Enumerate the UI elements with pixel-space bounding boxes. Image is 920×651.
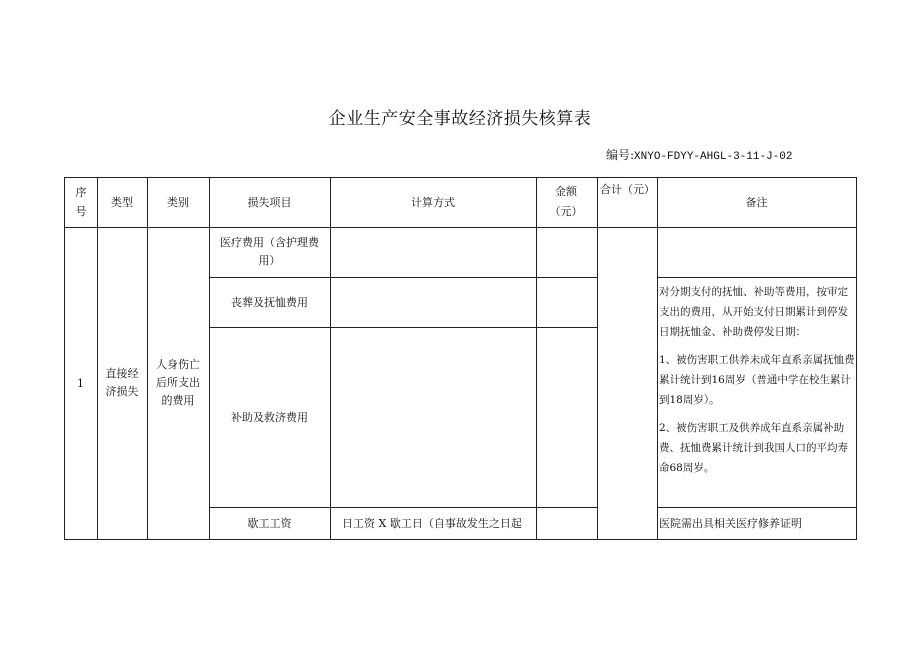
loss-item-funeral: 丧葬及抚恤费用 bbox=[231, 295, 308, 309]
loss-item-medical: 医疗费用（含护理费用） bbox=[220, 236, 319, 267]
table-border-bottom bbox=[64, 539, 857, 540]
column-divider bbox=[657, 177, 658, 540]
header-total: 合计（元） bbox=[600, 182, 655, 196]
remark-wage: 医院需出具相关医疗修养证明 bbox=[659, 516, 802, 530]
form-code-value: XNYO-FDYY-AHGL-3-11-J-02 bbox=[634, 151, 793, 163]
method-funeral bbox=[330, 277, 536, 327]
loss-item-wage: 歇工工资 bbox=[247, 516, 292, 530]
remark-paragraph: 1、被伤害职工供养未成年直系亲属抚恤费累计统计到16周岁（普通中学在校生累计到18周岁）。 bbox=[659, 354, 855, 406]
form-code-label: 编号: bbox=[606, 148, 635, 162]
header-amount: 金额（元） bbox=[549, 185, 583, 218]
column-divider bbox=[536, 177, 537, 540]
column-divider bbox=[97, 177, 98, 540]
row-type: 直接经济损失 bbox=[105, 367, 139, 398]
column-divider bbox=[597, 177, 598, 540]
row-category: 人身伤亡后所支出的费用 bbox=[156, 358, 200, 407]
remark-paragraph: 对分期支付的抚恤、补助等费用，按审定支出的费用，从开始支付日期累计到停发日期抚恤金、补助费停发日期： bbox=[659, 286, 848, 338]
method-subsidy bbox=[330, 327, 536, 507]
header-type: 类型 bbox=[111, 195, 133, 209]
header-category: 类别 bbox=[167, 195, 189, 209]
form-title: 企业生产安全事故经济损失核算表 bbox=[328, 109, 592, 129]
header-method: 计算方式 bbox=[411, 195, 455, 209]
remark-paragraph: 2、被伤害职工及供养成年直系亲属补助费、抚恤费累计统计到我国人口的平均寿命68周岁。 bbox=[659, 422, 848, 474]
table-border-right bbox=[856, 177, 857, 540]
remark-funeral-pension bbox=[659, 282, 855, 478]
header-remark: 备注 bbox=[745, 195, 768, 209]
form-code bbox=[606, 146, 792, 163]
column-divider bbox=[147, 177, 148, 540]
method-wage: 日工资 X 歇工日（自事故发生之日起 bbox=[342, 516, 522, 530]
header-item: 损失项目 bbox=[247, 195, 292, 209]
row-seq: 1 bbox=[77, 376, 84, 390]
row-divider bbox=[657, 277, 857, 278]
method-medical bbox=[330, 227, 536, 277]
header-seq: 序号 bbox=[75, 186, 87, 218]
loss-item-subsidy: 补助及救济费用 bbox=[231, 410, 308, 424]
